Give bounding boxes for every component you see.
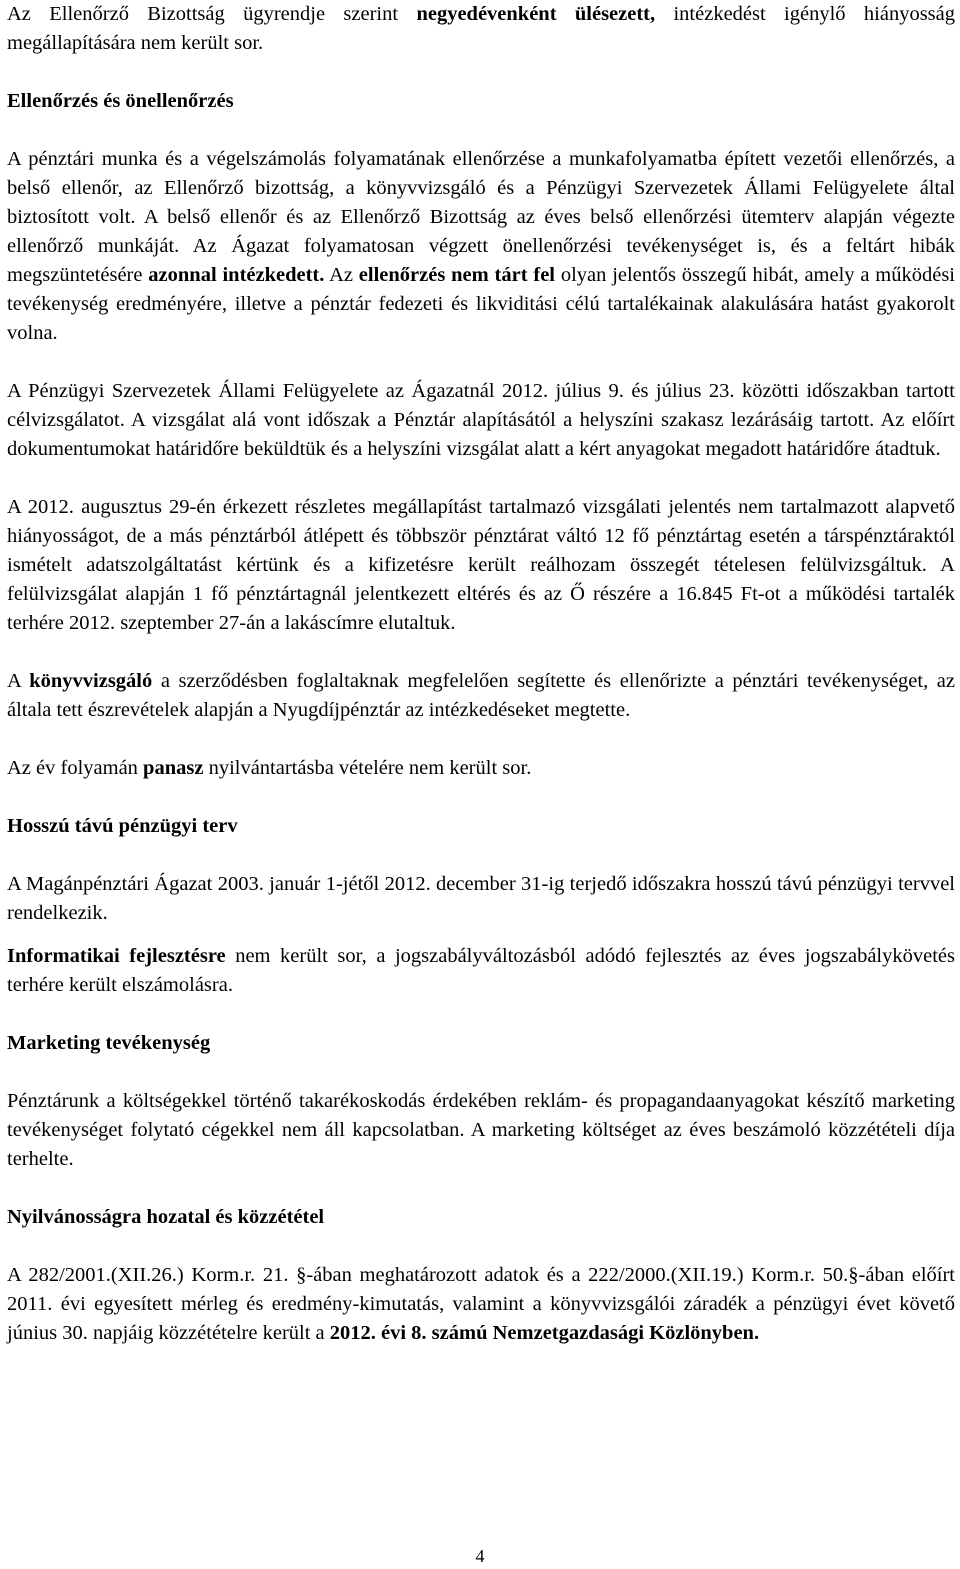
paragraph-konyvvizsgalo: A könyvvizsgáló a szerződésben foglaltaknak megfelelően segítette és ellenőrizte a pénztári tevékenységet, az általa tett észrevételek alapján a Nyugdíjpénztár az intézkedéseket megtette.	[7, 670, 955, 721]
heading-marketing: Marketing tevékenység	[7, 1032, 211, 1054]
paragraph-vizsgalati-jelentes: A 2012. augusztus 29-én érkezett részletes megállapítást tartalmazó vizsgálati jelentés nem tartalmazott alapvető hiányosságot, de a más pénztárból átlépett és többször pénztárat váltó 12 fő pénztártag esetén a társpénztáraktól ismételt adatszolgáltatást kértünk és a kifizetésre került reálhozam összegét tételesen felülvizsgáltuk. A felülvizsgálat alapján 1 fő pénztártagnál jelentkezett eltérés és az Ő részére a 16.845 Ft-ot a működési tartalék terhére 2012. szeptember 27-án a lakáscímre elutaltuk.	[7, 496, 955, 634]
paragraph-panasz: Az év folyamán panasz nyilvántartásba vételére nem került sor.	[7, 757, 532, 779]
paragraph-ellenorzes: A pénztári munka és a végelszámolás folyamatának ellenőrzése a munkafolyamatba épített vezetői ellenőrzés, a belső ellenőr, az Ellenőrző bizottság, a könyvvizsgáló és a Pénzügyi Szervezetek Állami Felügyelete által biztosított volt. A belső ellenőr és az Ellenőrző Bizottság az éves belső ellenőrzési ütemterv alapján végezte ellenőrző munkáját. Az Ágazat folyamatosan végzett önellenőrzési tevékenységet is, és a feltárt hibák megszüntetésére azonnal intézkedett. Az ellenőrzés nem tárt fel olyan jelentős összegű hibát, amely a működési tevékenység eredményére, illetve a pénztár fedezeti és likviditási célú tartalékainak alakulására hatást gyakorolt volna.	[7, 148, 956, 344]
paragraph-ellenorzo-bizottsag: Az Ellenőrző Bizottság ügyrendje szerint negyedévenként ülésezett, intézkedést igénylő hiányosság megállapítására nem került sor.	[7, 3, 955, 54]
document-page	[7, 0, 955, 1348]
paragraph-penzugyi-terv: A Magánpénztári Ágazat 2003. január 1-jétől 2012. december 31-ig terjedő időszakra hosszú távú pénzügyi tervvel rendelkezik.	[7, 873, 955, 924]
page-number: 4	[475, 1546, 485, 1566]
heading-nyilvanossag: Nyilvánosságra hozatal és közzététel	[7, 1206, 325, 1228]
paragraph-pszaf-celvizsgalat: A Pénzügyi Szervezetek Állami Felügyelete az Ágazatnál 2012. július 9. és július 23. közötti időszakban tartott célvizsgálatot. A vizsgálat alá vont időszak a Pénztár alapításától a helyszíni szakasz lezárásáig tartott. Az előírt dokumentumokat határidőre beküldtük és a helyszíni vizsgálat alatt a kért anyagokat megadott határidőre átadtuk.	[7, 380, 955, 460]
paragraph-marketing: Pénztárunk a költségekkel történő takarékoskodás érdekében reklám- és propagandaanyagokat készítő marketing tevékenységet folytató cégekkel nem áll kapcsolatban. A marketing költséget az éves beszámoló közzétételi díja terhelte.	[7, 1090, 955, 1170]
paragraph-informatikai-fejlesztes: Informatikai fejlesztésre nem került sor, a jogszabályváltozásból adódó fejlesztés az éves jogszabálykövetés terhére került elszámolásra.	[7, 945, 955, 996]
heading-ellenorzes: Ellenőrzés és önellenőrzés	[7, 90, 234, 112]
paragraph-kozzetetel: A 282/2001.(XII.26.) Korm.r. 21. §-ában meghatározott adatok és a 222/2000.(XII.19.) Korm.r. 50.§-ában előírt 2011. évi egyesített mérleg és eredmény-kimutatás, valamint a könyvvizsgálói záradék a pénzügyi évet követő június 30. napjáig közzétételre került a 2012. évi 8. számú Nemzetgazdasági Közlönyben.	[7, 1264, 955, 1344]
heading-hosszu-tavu-terv: Hosszú távú pénzügyi terv	[7, 815, 238, 837]
